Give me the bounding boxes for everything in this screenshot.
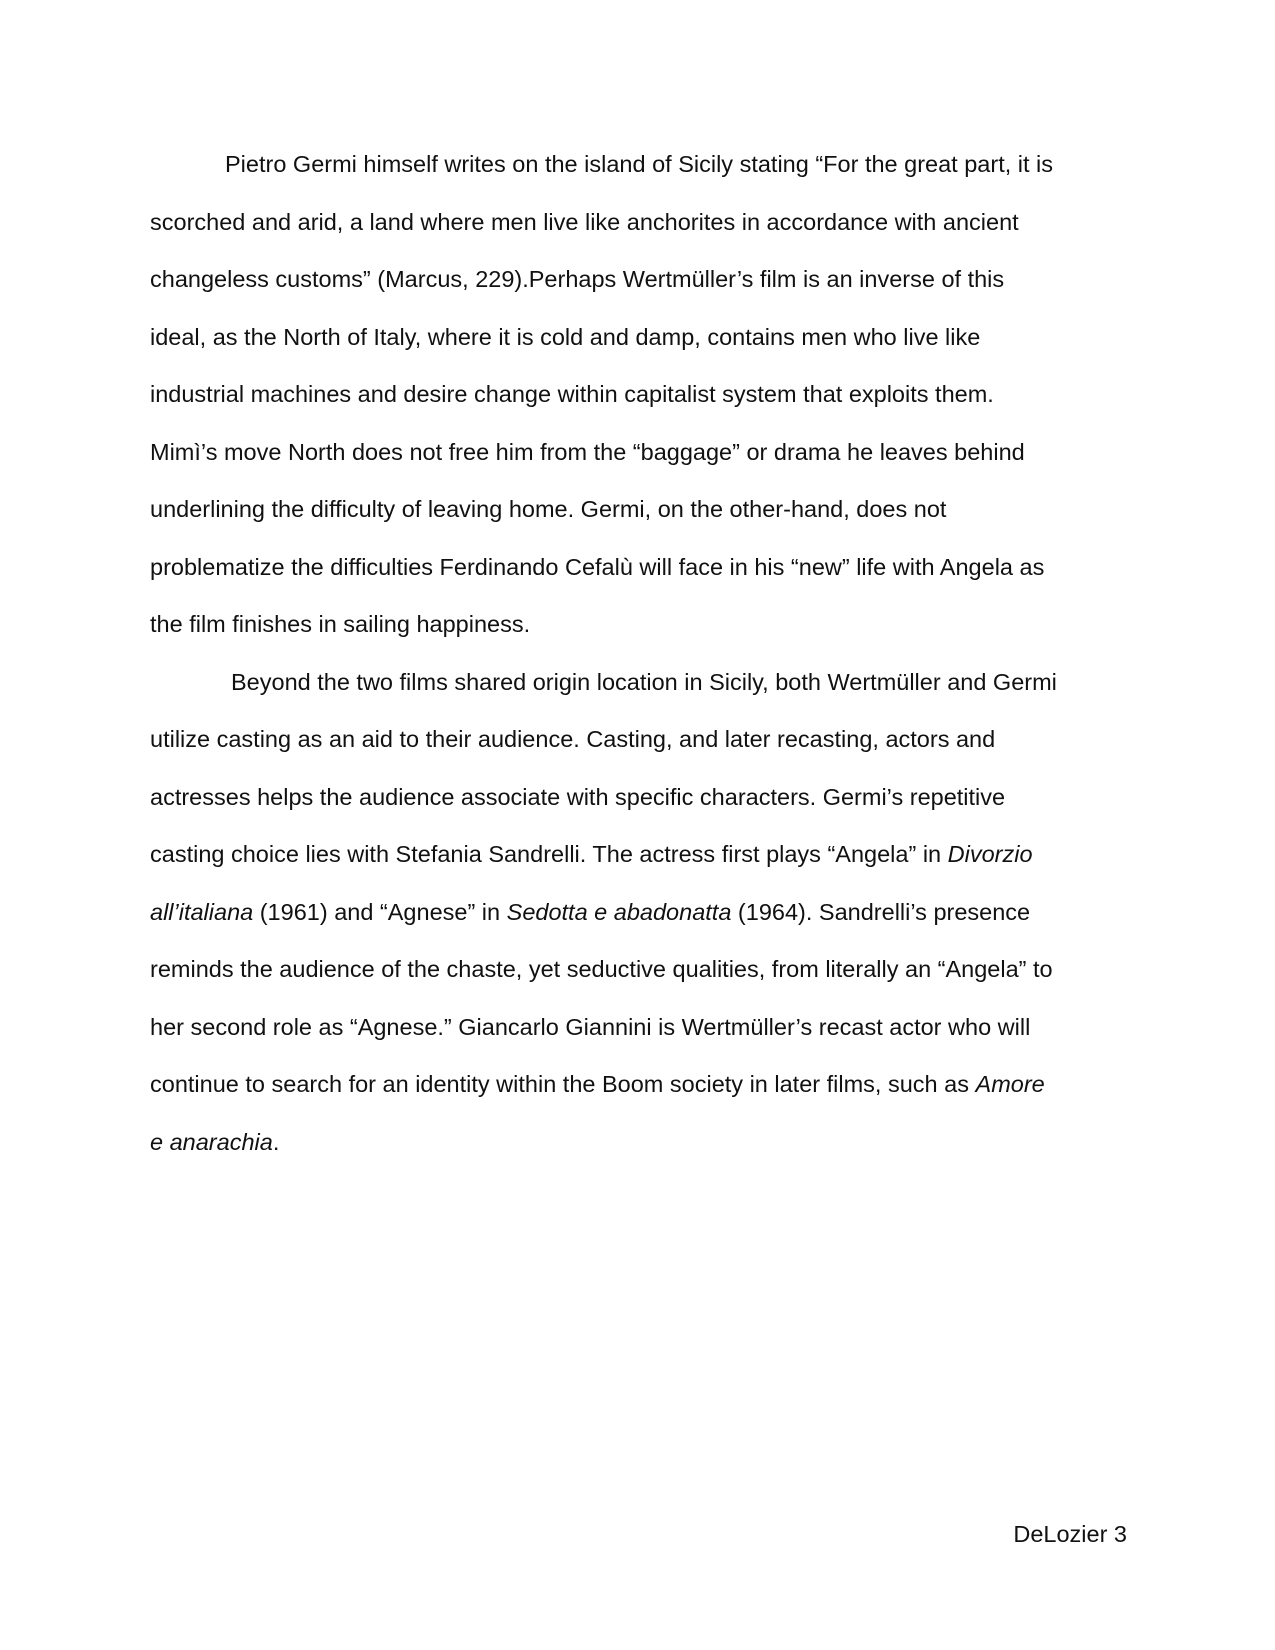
text-line xyxy=(150,654,1135,712)
text-segment: scorched and arid, a land where men live like anchorites in accordance with ancient xyxy=(150,208,1019,235)
text-line xyxy=(150,1114,1135,1172)
text-segment: actresses helps the audience associate with specific characters. Germi’s repetitive xyxy=(150,783,1006,810)
paragraph-2 xyxy=(150,654,1135,1172)
text-segment: the film finishes in sailing happiness. xyxy=(150,611,531,637)
text-segment: Beyond the two films shared origin location in Sicily, both Wertmüller and Germi xyxy=(231,668,1057,695)
text-line xyxy=(150,826,1135,884)
text-segment: changeless customs” (Marcus, 229).Perhaps Wertmüller’s film is an inverse of this xyxy=(150,266,1005,292)
text-segment: ideal, as the North of Italy, where it is cold and damp, contains men who live like xyxy=(150,323,981,350)
text-line xyxy=(150,596,1135,654)
text-line xyxy=(150,711,1135,769)
text-line xyxy=(150,309,1135,367)
italic-title: all’italiana xyxy=(150,898,254,925)
text-line xyxy=(150,366,1135,424)
text-line xyxy=(150,481,1135,539)
text-line xyxy=(150,769,1135,827)
text-segment: Mimì’s move North does not free him from the “baggage” or drama he leaves behind xyxy=(150,438,1025,465)
text-line xyxy=(150,884,1135,942)
text-segment: industrial machines and desire change within capitalist system that exploits them. xyxy=(150,381,994,407)
text-segment: Pietro Germi himself writes on the island of Sicily stating “For the great part, it is xyxy=(225,151,1054,177)
text-segment: (1964). Sandrelli’s presence xyxy=(731,898,1031,925)
text-line xyxy=(150,999,1135,1057)
text-segment: continue to search for an identity within the Boom society in later films, such as xyxy=(150,1071,976,1097)
text-line xyxy=(150,941,1135,999)
text-segment: utilize casting as an aid to their audience. Casting, and later recasting, actors and xyxy=(150,726,996,752)
italic-title: Amore xyxy=(975,1071,1045,1097)
body-text xyxy=(150,136,1135,1171)
paragraph-1 xyxy=(150,136,1135,654)
text-segment: casting choice lies with Stefania Sandrelli. The actress first plays “Angela” in xyxy=(150,841,948,867)
text-segment: reminds the audience of the chaste, yet seductive qualities, from literally an “Angela” to xyxy=(150,956,1053,982)
text-line xyxy=(150,1056,1135,1114)
text-line xyxy=(150,424,1135,482)
text-line xyxy=(150,194,1135,252)
italic-title: Sedotta e abadonatta xyxy=(506,898,732,925)
text-segment: (1961) and “Agnese” in xyxy=(253,898,507,925)
text-segment: . xyxy=(272,1128,280,1155)
text-segment: underlining the difficulty of leaving home. Germi, on the other-hand, does not xyxy=(150,496,947,522)
text-line xyxy=(150,539,1135,597)
page-number: DeLozier 3 xyxy=(1013,1521,1127,1547)
text-segment: her second role as “Agnese.” Giancarlo Giannini is Wertmüller’s recast actor who will xyxy=(150,1013,1031,1040)
italic-title: e anarachia xyxy=(150,1128,273,1155)
text-line xyxy=(150,251,1135,309)
text-line xyxy=(150,136,1135,194)
italic-title: Divorzio xyxy=(947,841,1033,867)
text-segment: problematize the difficulties Ferdinando Cefalù will face in his “new” life with Angela as xyxy=(150,553,1045,580)
